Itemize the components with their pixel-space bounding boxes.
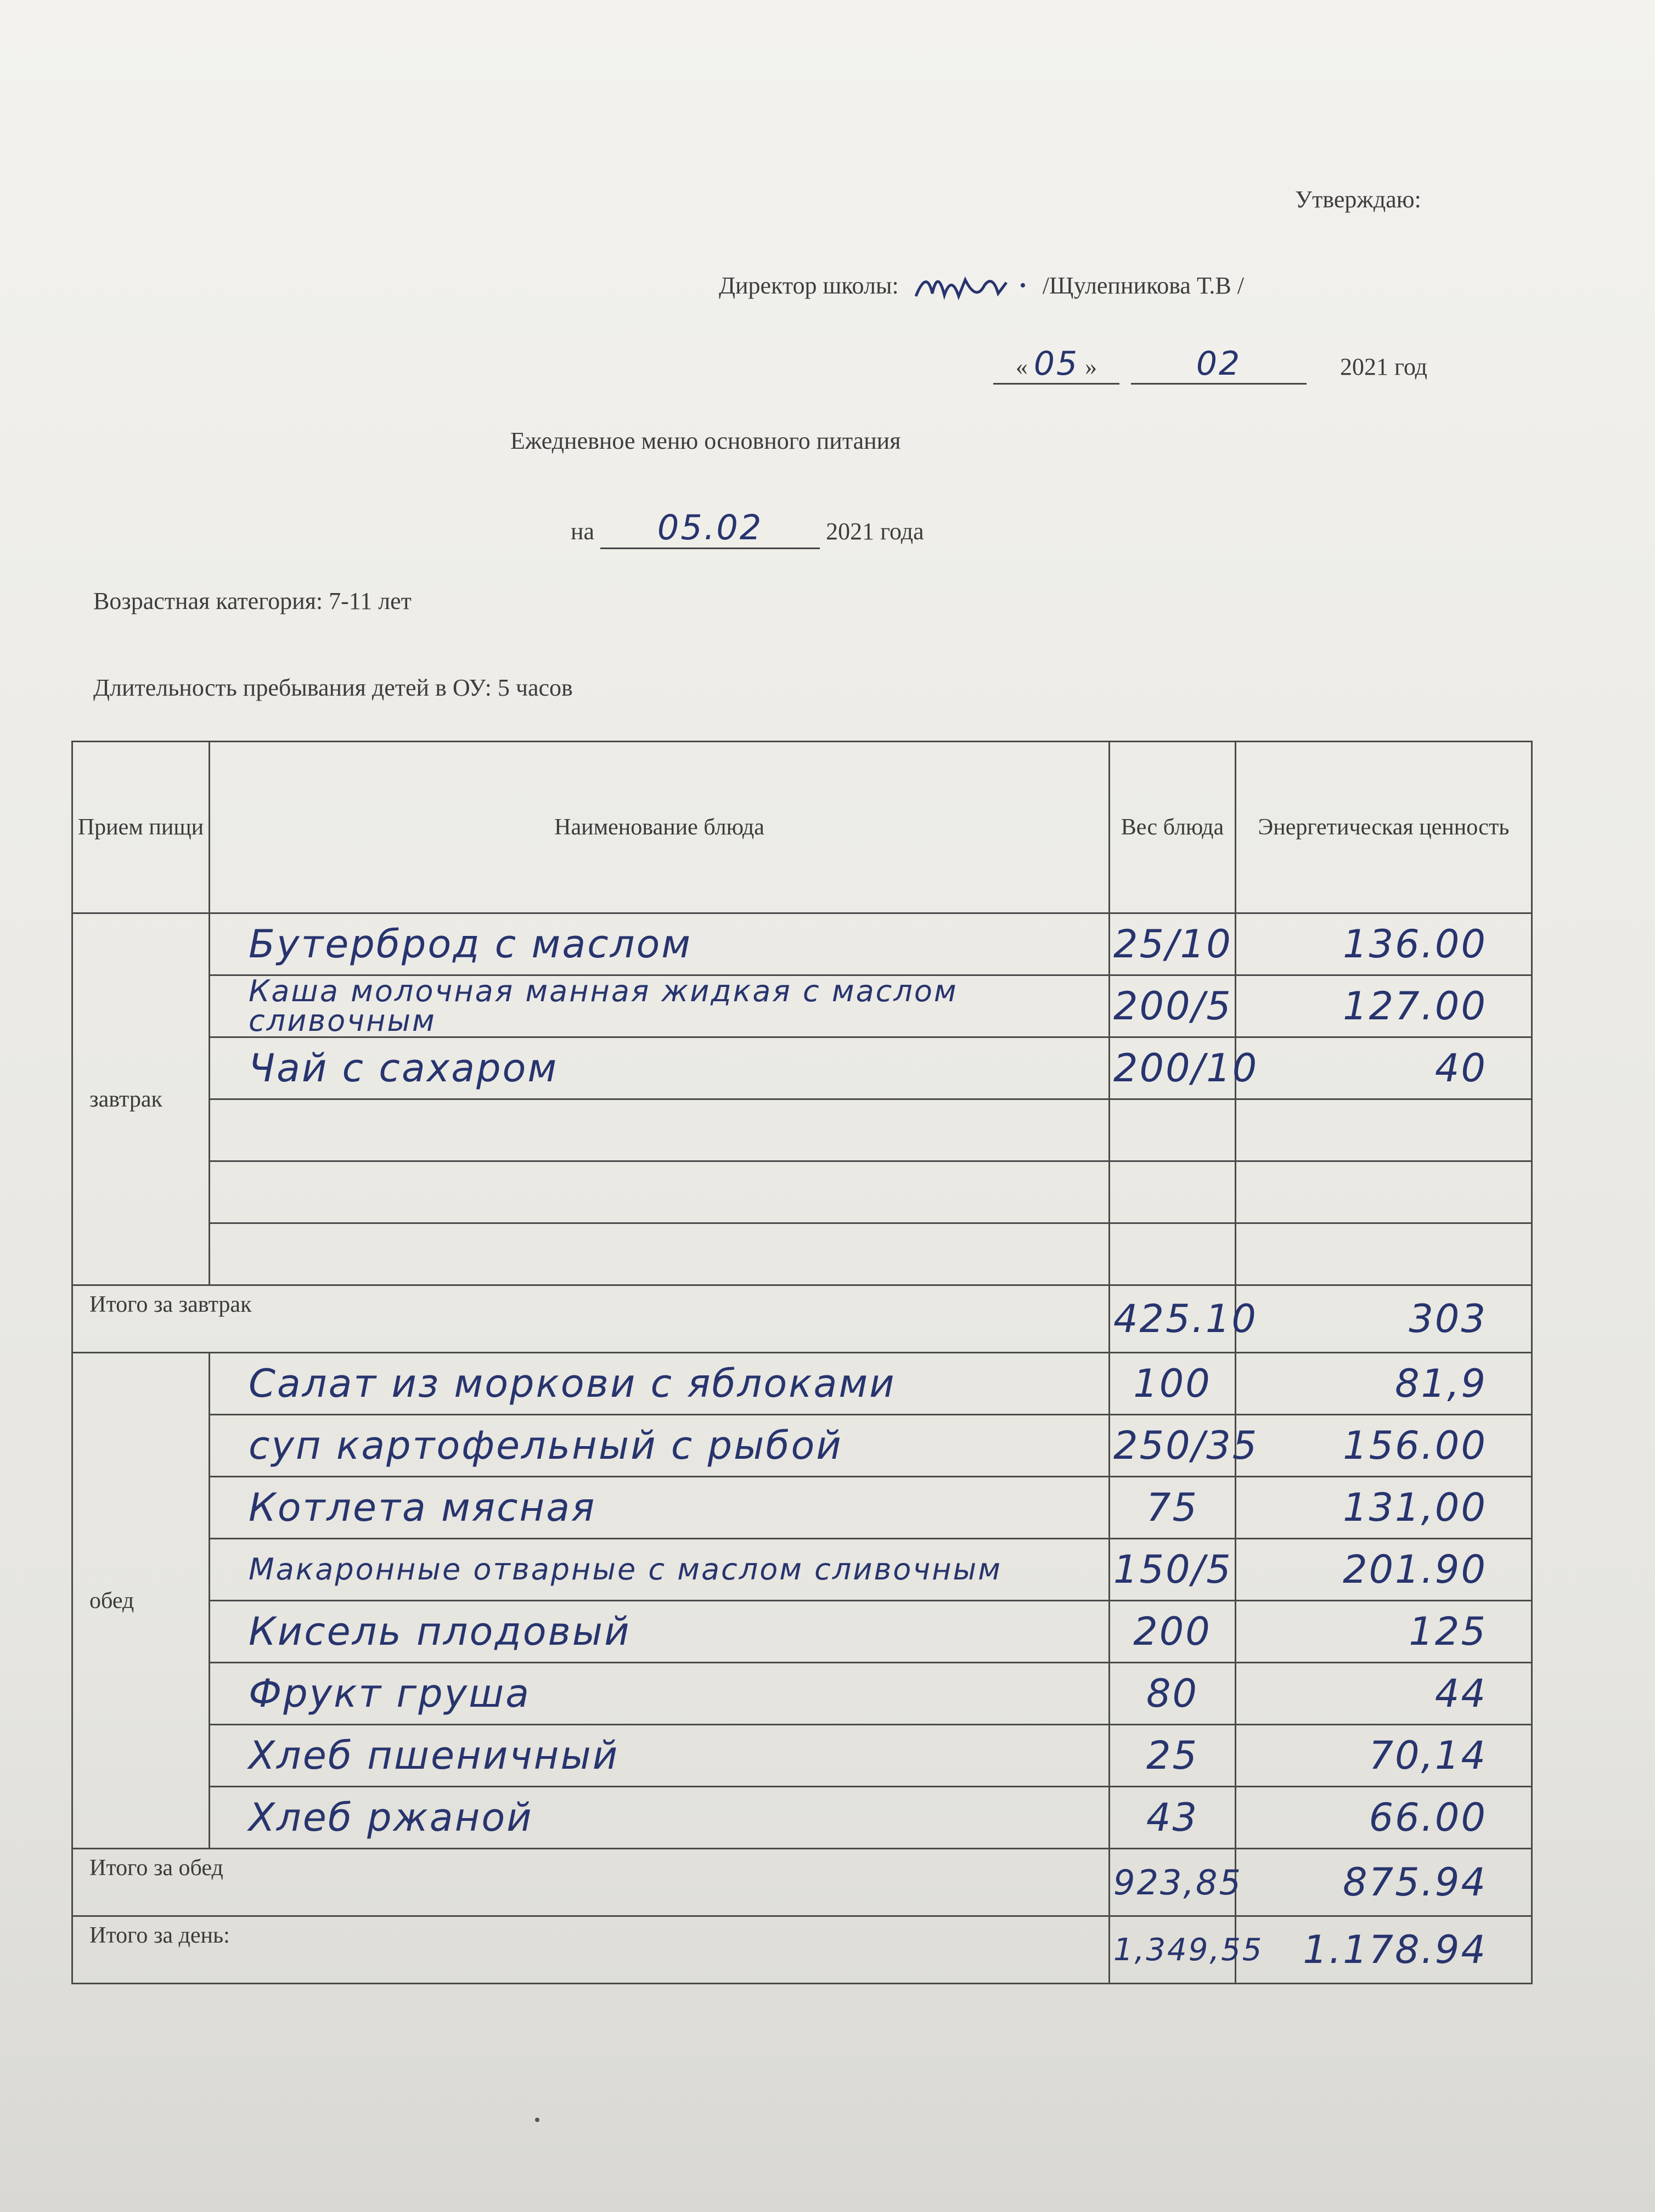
breakfast-total-label: Итого за завтрак (72, 1285, 1110, 1353)
table-row (72, 1725, 1532, 1787)
breakfast-total-energy: 303 (1236, 1285, 1532, 1353)
approval-date (993, 345, 1427, 385)
table-row (72, 1223, 1532, 1285)
dish-name: Макаронные отварные с маслом сливочным (210, 1539, 1110, 1601)
table-row (72, 1161, 1532, 1223)
menu-table (71, 741, 1533, 1984)
breakfast-total-weight: 425.10 (1110, 1285, 1236, 1353)
dish-energy: 70,14 (1236, 1725, 1532, 1787)
dish-name (210, 1223, 1110, 1285)
stay-duration: Длительность пребывания детей в ОУ: 5 часов (93, 674, 573, 701)
dish-weight: 100 (1110, 1353, 1236, 1415)
column-header-dish: Наименование блюда (210, 742, 1110, 913)
breakfast-total-row (72, 1285, 1532, 1353)
column-header-weight: Вес блюда (1110, 742, 1236, 913)
table-row (72, 1477, 1532, 1539)
dish-weight: 80 (1110, 1663, 1236, 1725)
menu-date-value: 05.02 (600, 507, 820, 549)
table-header-row (72, 742, 1532, 913)
dish-energy: 156.00 (1236, 1415, 1532, 1477)
dish-energy: 81,9 (1236, 1353, 1532, 1415)
dish-weight: 150/5 (1110, 1539, 1236, 1601)
document-title: Ежедневное меню основного питания (510, 427, 901, 454)
table-row (72, 1601, 1532, 1663)
age-category: Возрастная категория: 7-11 лет (93, 588, 412, 614)
approval-label: Утверждаю: (1295, 186, 1421, 213)
dish-name: Кисель плодовый (210, 1601, 1110, 1663)
dish-energy (1236, 1223, 1532, 1285)
dish-energy (1236, 1161, 1532, 1223)
dish-name: суп картофельный с рыбой (210, 1415, 1110, 1477)
dish-weight: 200/10 (1110, 1037, 1236, 1099)
column-header-meal: Прием пищи (72, 742, 210, 913)
dish-name: Салат из моркови с яблоками (210, 1353, 1110, 1415)
dish-energy: 44 (1236, 1663, 1532, 1725)
approval-month: 02 (1131, 345, 1307, 385)
dish-name: Чай с сахаром (210, 1037, 1110, 1099)
table-row (72, 1099, 1532, 1161)
dish-energy: 40 (1236, 1037, 1532, 1099)
meal-breakfast-label: завтрак (72, 913, 210, 1285)
day-total-row (72, 1916, 1532, 1984)
table-row (72, 1415, 1532, 1477)
approval-day-field: « 05 » (993, 345, 1119, 385)
page-speck (535, 2118, 539, 2122)
approval-day: 05 (1033, 345, 1079, 383)
dish-name: Фрукт груша (210, 1663, 1110, 1725)
dish-energy: 125 (1236, 1601, 1532, 1663)
dish-weight: 25 (1110, 1725, 1236, 1787)
column-header-energy: Энергетическая ценность (1236, 742, 1532, 913)
dish-energy: 136.00 (1236, 913, 1532, 975)
day-total-label: Итого за день: (72, 1916, 1110, 1984)
dish-energy: 201.90 (1236, 1539, 1532, 1601)
director-name: /Щулепникова Т.В / (1042, 272, 1244, 300)
table-row (72, 975, 1532, 1037)
table-row (72, 1663, 1532, 1725)
dish-weight: 200/5 (1110, 975, 1236, 1037)
dish-name: Хлеб ржаной (210, 1787, 1110, 1849)
dish-energy: 127.00 (1236, 975, 1532, 1037)
dish-name (210, 1099, 1110, 1161)
dish-weight: 250/35 (1110, 1415, 1236, 1477)
dish-energy: 66.00 (1236, 1787, 1532, 1849)
approval-year: 2021 год (1340, 353, 1428, 380)
dish-name (210, 1161, 1110, 1223)
dish-weight (1110, 1099, 1236, 1161)
dish-weight: 43 (1110, 1787, 1236, 1849)
meal-lunch-label: обед (72, 1353, 210, 1849)
dish-weight (1110, 1161, 1236, 1223)
table-row (72, 1787, 1532, 1849)
menu-date: на 05.02 2021 года (571, 507, 924, 549)
dish-energy: 131,00 (1236, 1477, 1532, 1539)
lunch-total-label: Итого за обед (72, 1849, 1110, 1916)
table-row (72, 1037, 1532, 1099)
dish-weight: 200 (1110, 1601, 1236, 1663)
day-total-weight: 1,349,55 (1110, 1916, 1236, 1984)
table-row (72, 1539, 1532, 1601)
dish-name: Котлета мясная (210, 1477, 1110, 1539)
dish-name: Бутерброд с маслом (210, 913, 1110, 975)
table-row (72, 1353, 1532, 1415)
director-label: Директор школы: (719, 272, 899, 300)
table-row (72, 913, 1532, 975)
dish-weight: 25/10 (1110, 913, 1236, 975)
director-line (719, 263, 1244, 313)
dish-weight (1110, 1223, 1236, 1285)
lunch-total-row (72, 1849, 1532, 1916)
director-signature (905, 263, 1037, 313)
dish-weight: 75 (1110, 1477, 1236, 1539)
day-total-energy: 1.178.94 (1236, 1916, 1532, 1984)
lunch-total-energy: 875.94 (1236, 1849, 1532, 1916)
dish-name: Хлеб пшеничный (210, 1725, 1110, 1787)
dish-energy (1236, 1099, 1532, 1161)
lunch-total-weight: 923,85 (1110, 1849, 1236, 1916)
dish-name: Каша молочная манная жидкая с маслом сливочным (210, 975, 1110, 1037)
